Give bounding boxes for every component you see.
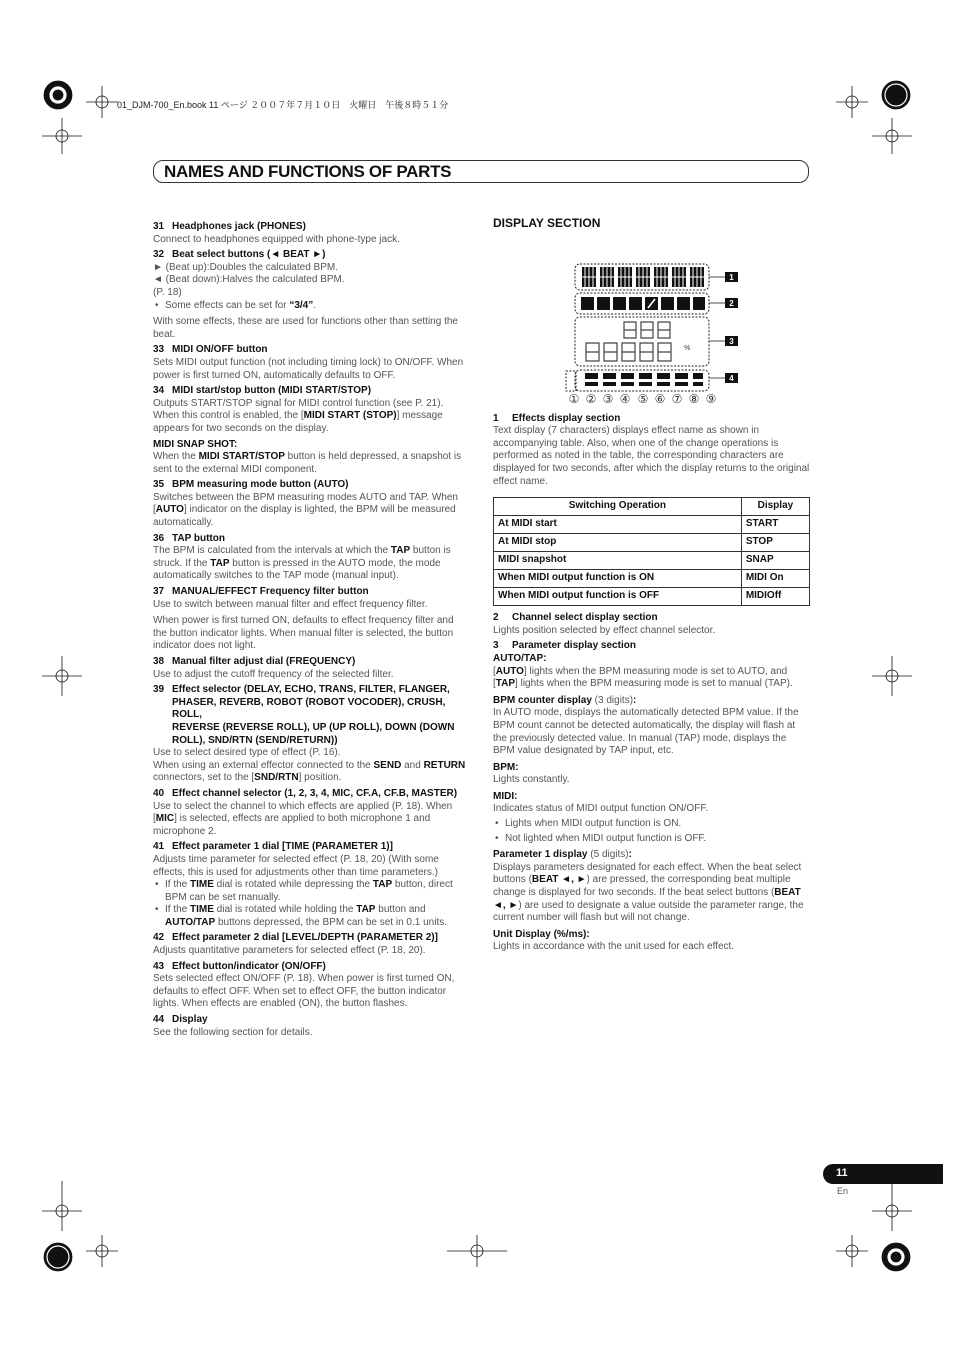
circled-1: ① bbox=[568, 391, 580, 404]
circled-8: ⑧ bbox=[688, 391, 700, 404]
item-44-title: 44 Display bbox=[153, 1014, 208, 1026]
page-number: 11 bbox=[836, 1167, 848, 1179]
table-row bbox=[494, 570, 810, 588]
rosette-top-right bbox=[882, 81, 910, 109]
parameter-display-title: 3 Parameter display section bbox=[493, 640, 636, 652]
right-column bbox=[493, 217, 810, 954]
table-cell: STOP bbox=[741, 534, 809, 552]
left-column bbox=[153, 218, 470, 1039]
item-39-text2: When using an external effector connected to the SEND and RETURN connectors, set to the [SND/RTN] position. bbox=[153, 759, 466, 784]
item-41-bullet2: • If the TIME dial is rotated while holding the TAP button and AUTO/TAP buttons depressed, the BPM can be set in 0.1 units. bbox=[153, 904, 470, 929]
effects-display-text: Text display (7 characters) displays effect name as shown in accompanying table. Also, when one of the change operations is performed as noted in the table, the corresponding characters are displayed for two seconds, after which the display returns to the original effect name. bbox=[493, 425, 810, 487]
item-44-text: See the following section for details. bbox=[153, 1026, 313, 1038]
item-35-title: 35 BPM measuring mode button (AUTO) bbox=[153, 479, 349, 491]
section-title: NAMES AND FUNCTIONS OF PARTS bbox=[164, 162, 452, 181]
table-row bbox=[494, 534, 810, 552]
callout-4: 4 bbox=[729, 373, 734, 383]
item-36-text: The BPM is calculated from the intervals at which the TAP button is struck. If the TAP button is pressed in the AUTO mode, the mode automatically switches to the TAP mode (manual input). bbox=[153, 545, 451, 582]
circled-9: ⑨ bbox=[705, 391, 717, 404]
item-39-title-line3: REVERSE (REVERSE ROLL), UP (UP ROLL), DOWN (DOWN bbox=[172, 721, 455, 733]
item-37-text: Use to switch between manual filter and effect frequency filter. bbox=[153, 598, 428, 610]
item-41-title: 41 Effect parameter 1 dial [TIME (PARAMETER 1)] bbox=[153, 841, 393, 853]
display-section-title: DISPLAY SECTION bbox=[493, 216, 601, 230]
item-33-title: 33 MIDI ON/OFF button bbox=[153, 344, 268, 356]
channel-select-title: 2 Channel select display section bbox=[493, 612, 658, 624]
table-cell: MIDIOff bbox=[741, 588, 809, 606]
table-cell: MIDI snapshot bbox=[494, 552, 742, 570]
item-32-line3: (P. 18) bbox=[153, 286, 182, 298]
unit-display-text: Lights in accordance with the unit used for each effect. bbox=[493, 941, 735, 953]
table-cell: At MIDI stop bbox=[494, 534, 742, 552]
item-40-title: 40 Effect channel selector (1, 2, 3, 4, MIC, CF.A, CF.B, MASTER) bbox=[153, 787, 458, 799]
parameter1-title: Parameter 1 display (5 digits): bbox=[493, 849, 632, 861]
callout-3: 3 bbox=[729, 336, 734, 346]
item-39-title-line4: ROLL), SND/RTN (SEND/RETURN)) bbox=[172, 734, 338, 746]
channel-select-display-section bbox=[575, 293, 709, 314]
circled-3: ③ bbox=[602, 391, 614, 404]
item-39-title-line2: PHASER, REVERB, ROBOT (ROBOT VOCODER), CRUSH, ROLL, bbox=[172, 696, 446, 721]
table-header: Display bbox=[741, 498, 809, 516]
midi-bullet-2: • Not lighted when MIDI output function is OFF. bbox=[493, 833, 810, 846]
unit-percent-label: % bbox=[684, 344, 691, 352]
table-header: Switching Operation bbox=[494, 498, 742, 516]
rosette-top-left bbox=[44, 81, 72, 109]
item-39-text: Use to select desired type of effect (P. 16). bbox=[153, 747, 341, 759]
item-34-text: Outputs START/STOP signal for MIDI control function (see P. 21). When this control is enabled, the [MIDI START (STOP)] message appears for two seconds on the display. bbox=[153, 397, 444, 434]
item-43-title: 43 Effect button/indicator (ON/OFF) bbox=[153, 960, 326, 972]
table-cell: When MIDI output function is OFF bbox=[494, 588, 742, 606]
bpm-title: BPM: bbox=[493, 761, 519, 773]
effects-display-section bbox=[575, 264, 709, 290]
table-row bbox=[494, 516, 810, 534]
item-33-text: Sets MIDI output function (not including timing lock) to ON/OFF. When power is first turned ON, automatically defaults to OFF. bbox=[153, 356, 464, 381]
item-37-title: 37 MANUAL/EFFECT Frequency filter button bbox=[153, 586, 369, 598]
file-header: 01_DJM-700_En.book 11 ページ ２００７年７月１０日 火曜日 午後８時５１分 bbox=[117, 100, 449, 110]
item-35-text: Switches between the BPM measuring modes AUTO and TAP. When [AUTO] indicator on the display is lighted, the BPM will be measured automatically. bbox=[153, 491, 458, 529]
item-36-title: 36 TAP button bbox=[153, 532, 225, 544]
item-32-text2: With some effects, these are used for functions other than setting the beat. bbox=[153, 316, 458, 340]
unit-display-title: Unit Display (%/ms): bbox=[493, 928, 590, 940]
circled-2: ② bbox=[585, 391, 597, 404]
table-row bbox=[494, 552, 810, 570]
channel-select-text: Lights position selected by effect channel selector. bbox=[493, 624, 716, 636]
circled-6: ⑥ bbox=[654, 391, 666, 404]
rosette-bottom-left bbox=[44, 1243, 72, 1271]
table-cell: START bbox=[741, 516, 809, 534]
item-41-text: Adjusts time parameter for selected effect (P. 18, 20) (With some effects, this is used for adjustments other than time parameters.) bbox=[153, 853, 439, 878]
item-40-text: Use to select the channel to which effects are applied (P. 18). When [MIC] is selected, effects are applied to both microphone 1 and microphone 2. bbox=[153, 800, 453, 837]
effects-display-title: 1 Effects display section bbox=[493, 412, 621, 424]
table-cell: SNAP bbox=[741, 552, 809, 570]
item-32-title: 32 Beat select buttons (◄ BEAT ►) bbox=[153, 249, 326, 261]
circled-4: ④ bbox=[619, 391, 631, 404]
table-header-row bbox=[494, 498, 810, 516]
autotap-title: AUTO/TAP: bbox=[493, 652, 547, 664]
parameter1-text: Displays parameters designated for each effect. When the beat select buttons (BEAT ◄, ►) are pressed, the corresponding beat multiple change is displayed for two seconds. If the beat select buttons (BEAT ◄, ►) are used to designate a value outside the parameter range, the current number will flash but will not change. bbox=[493, 861, 804, 924]
midi-title: MIDI: bbox=[493, 790, 518, 802]
callout-1: 1 bbox=[729, 272, 734, 282]
display-diagram bbox=[493, 236, 810, 404]
item-37-text2: When power is first turned ON, defaults to effect frequency filter and the button indicator lights. When manual filter is selected, the button indicator does not light. bbox=[153, 615, 454, 652]
item-38-text: Use to adjust the cutoff frequency of the selected filter. bbox=[153, 668, 394, 680]
display-diagram-svg bbox=[493, 236, 810, 404]
item-39-title: 39 Effect selector (DELAY, ECHO, TRANS, FILTER, FLANGER, bbox=[153, 684, 450, 696]
item-34-title: 34 MIDI start/stop button (MIDI START/STOP) bbox=[153, 385, 372, 397]
circled-7: ⑦ bbox=[671, 391, 683, 404]
midi-snapshot-title: MIDI SNAP SHOT: bbox=[153, 438, 238, 450]
midi-snapshot-text: When the MIDI START/STOP button is held depressed, a snapshot is sent to the external MIDI component. bbox=[153, 451, 462, 475]
autotap-text: [AUTO] lights when the BPM measuring mode is set to AUTO, and [TAP] lights when the BPM measuring mode is set to manual (TAP). bbox=[493, 665, 793, 690]
page-language: En bbox=[837, 1186, 849, 1196]
item-43-text: Sets selected effect ON/OFF (P. 18). When power is first turned ON, defaults to effect OFF. When set to effect OFF, the button indicator lights. When effects are enabled (ON), the button flashes. bbox=[153, 973, 455, 1010]
midi-text: Indicates status of MIDI output function ON/OFF. bbox=[493, 803, 709, 815]
channel-bar-section bbox=[566, 370, 709, 391]
bpm-counter-title: BPM counter display (3 digits): bbox=[493, 694, 637, 706]
section-title-box bbox=[153, 160, 809, 183]
table-cell: When MIDI output function is ON bbox=[494, 570, 742, 588]
item-31-title: 31 Headphones jack (PHONES) bbox=[153, 221, 306, 232]
parameter-display-section bbox=[575, 317, 709, 366]
item-41-bullet1: • If the TIME dial is rotated while depressing the TAP button, direct BPM can be set manually. bbox=[153, 879, 470, 904]
item-38-title: 38 Manual filter adjust dial (FREQUENCY) bbox=[153, 656, 356, 667]
callout-2: 2 bbox=[729, 298, 734, 308]
item-32-line1: ► (Beat up):Doubles the calculated BPM. bbox=[153, 261, 338, 273]
item-31-text: Connect to headphones equipped with phone-type jack. bbox=[153, 233, 400, 245]
circled-5: ⑤ bbox=[637, 391, 649, 404]
item-32-line2: ◄ (Beat down):Halves the calculated BPM. bbox=[153, 274, 345, 286]
table-cell: MIDI On bbox=[741, 570, 809, 588]
table-row bbox=[494, 588, 810, 606]
midi-bullet-1: • Lights when MIDI output function is ON. bbox=[493, 818, 810, 831]
bpm-counter-text: In AUTO mode, displays the automatically detected BPM value. If the BPM count cannot be detected automatically, the display will flash at the previously detected value. In manual (TAP) mode, displays the BPM value designated by TAP input, etc. bbox=[493, 707, 799, 757]
item-42-title: 42 Effect parameter 2 dial [LEVEL/DEPTH (PARAMETER 2)] bbox=[153, 932, 438, 944]
table-cell: At MIDI start bbox=[494, 516, 742, 534]
rosette-bottom-right bbox=[882, 1243, 910, 1271]
item-42-text: Adjusts quantitative parameters for selected effect (P. 18, 20). bbox=[153, 945, 426, 957]
bpm-text: Lights constantly. bbox=[493, 774, 570, 786]
item-32-bullet: • Some effects can be set for “3/4”. bbox=[153, 300, 470, 313]
switching-table bbox=[493, 497, 810, 606]
